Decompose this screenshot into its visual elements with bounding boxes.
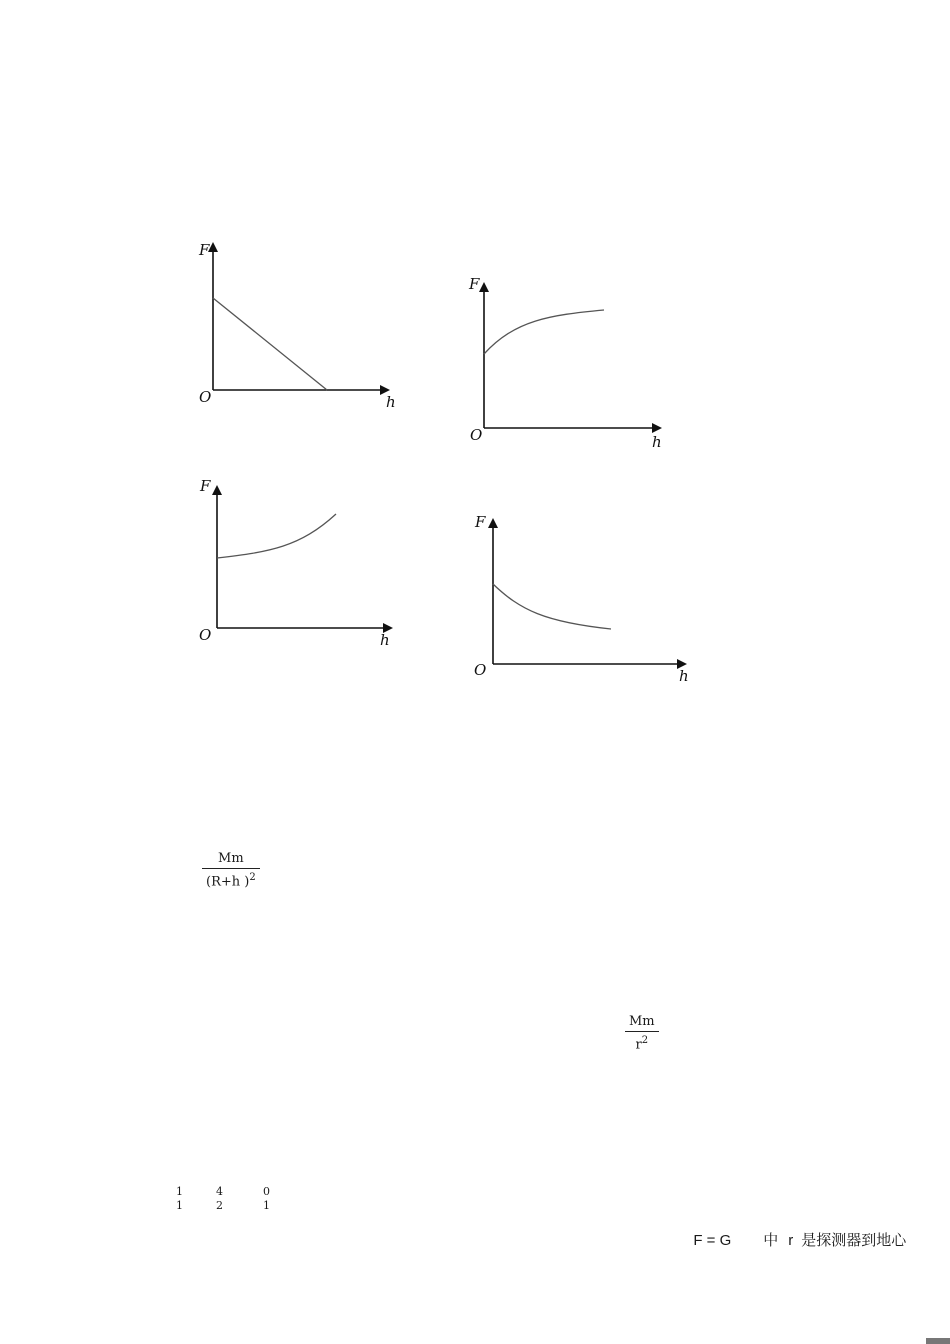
graph-a-svg bbox=[190, 235, 410, 420]
digit: 1 bbox=[176, 1185, 183, 1198]
x-axis-label: h bbox=[380, 631, 390, 649]
graph-c-svg bbox=[190, 475, 410, 655]
y-axis-label: F bbox=[200, 477, 211, 495]
graph-b bbox=[460, 270, 680, 455]
y-axis-label: F bbox=[475, 513, 486, 531]
graph-a bbox=[190, 235, 410, 420]
digit: 2 bbox=[216, 1199, 223, 1212]
graph-c-curve bbox=[217, 514, 336, 558]
formula-gravity-radius bbox=[625, 1014, 659, 1052]
origin-label: O bbox=[470, 426, 483, 444]
y-axis-arrow bbox=[212, 485, 222, 495]
denominator-base: (R+h ) bbox=[206, 874, 250, 890]
digits-row-1 bbox=[176, 1185, 270, 1199]
digit: 0 bbox=[263, 1185, 270, 1198]
x-axis-label: h bbox=[386, 393, 396, 411]
origin-label: O bbox=[199, 626, 212, 644]
page-corner-mark bbox=[926, 1338, 950, 1344]
formula-text-line bbox=[685, 1212, 906, 1250]
graph-c bbox=[190, 475, 410, 655]
graph-b-curve bbox=[484, 310, 604, 354]
x-axis-arrow bbox=[652, 423, 662, 433]
digit: 1 bbox=[176, 1199, 183, 1212]
y-axis-label: F bbox=[469, 275, 480, 293]
formula-gravity-height bbox=[202, 851, 260, 889]
x-axis-label: h bbox=[679, 667, 689, 685]
y-axis-label: F bbox=[199, 241, 210, 259]
denominator-base: r bbox=[635, 1037, 642, 1053]
y-axis-arrow bbox=[479, 282, 489, 292]
digits-row-2 bbox=[176, 1199, 270, 1213]
graph-d-svg bbox=[465, 510, 695, 690]
fraction-digits bbox=[176, 1185, 270, 1213]
formula-middle-char: 中 bbox=[763, 1232, 779, 1249]
digit: 4 bbox=[216, 1185, 223, 1198]
origin-label: O bbox=[474, 661, 487, 679]
y-axis-arrow bbox=[488, 518, 498, 528]
formula-description: 是探测器到地心 bbox=[801, 1232, 907, 1249]
formula-f-equals-g: F = G bbox=[693, 1232, 732, 1249]
denominator-exponent: 2 bbox=[641, 1035, 649, 1046]
y-axis-arrow bbox=[208, 242, 218, 252]
x-axis-label: h bbox=[652, 433, 662, 451]
graph-a-curve bbox=[213, 298, 327, 390]
formula-var-r: r bbox=[788, 1232, 794, 1249]
graph-d bbox=[465, 510, 695, 690]
formula-denominator bbox=[625, 1031, 659, 1052]
formula-numerator: Mm bbox=[218, 851, 244, 866]
denominator-exponent: 2 bbox=[249, 872, 256, 883]
formula-denominator bbox=[202, 868, 260, 889]
graph-d-curve bbox=[493, 584, 611, 629]
formula-numerator: Mm bbox=[629, 1014, 655, 1029]
graph-b-svg bbox=[460, 270, 680, 455]
origin-label: O bbox=[199, 388, 212, 406]
digit: 1 bbox=[263, 1199, 270, 1212]
